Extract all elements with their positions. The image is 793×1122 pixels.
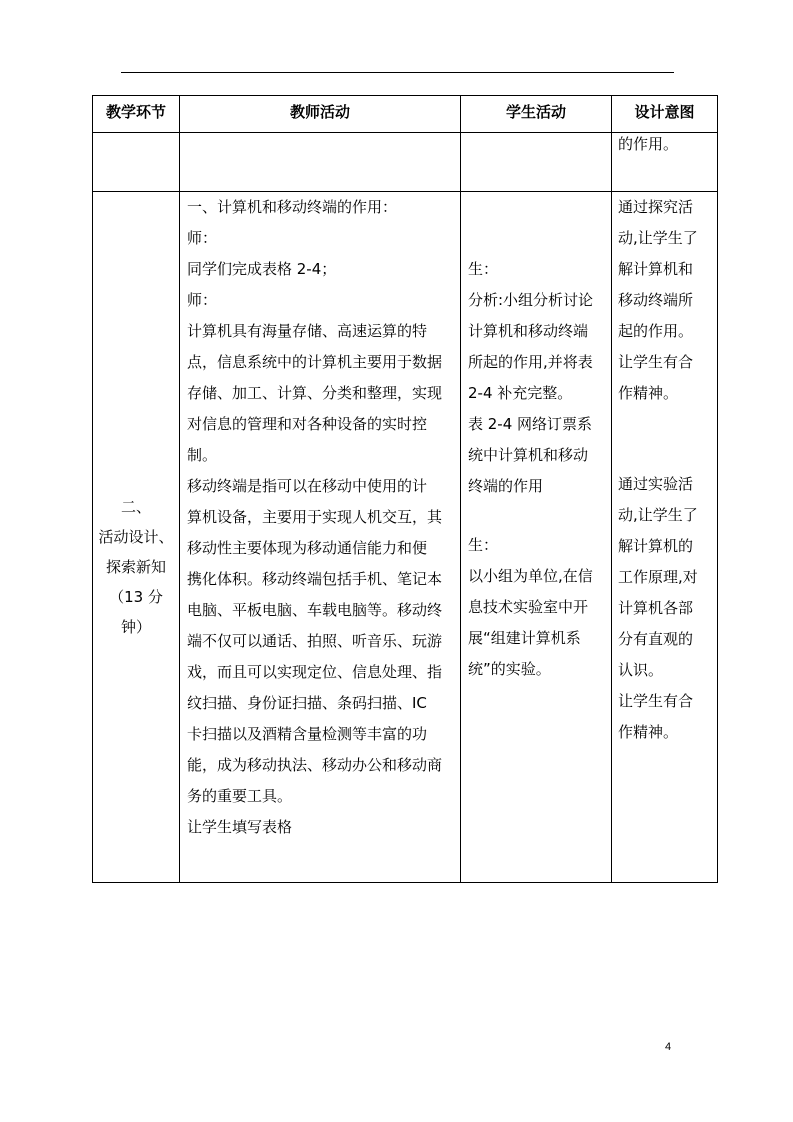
intent-line: 认识。	[618, 661, 664, 679]
cont-student-cell	[461, 133, 612, 192]
intent-line: 工作原理,对	[618, 568, 698, 586]
intent-line: 解计算机和	[618, 260, 694, 278]
teacher-line: 戏，而且可以实现定位、信息处理、指	[187, 663, 443, 681]
stage-line: 活动设计、	[98, 528, 174, 546]
teacher-line: 卡扫描以及酒精含量检测等丰富的功	[187, 725, 428, 743]
student-line: 展“组建计算机系	[468, 629, 581, 647]
cont-intent-cell	[612, 133, 718, 192]
continuation-row	[93, 133, 718, 192]
cont-stage-cell	[93, 133, 180, 192]
teacher-line: 师：	[187, 291, 218, 309]
intent-line: 通过探究活	[618, 198, 694, 216]
teacher-line: 移动性主要体现为移动通信能力和便	[187, 539, 428, 557]
teacher-line: 制。	[187, 446, 218, 464]
teacher-activity-cell	[180, 192, 461, 883]
intent-line: 起的作用。	[618, 322, 694, 340]
main-row	[93, 192, 718, 883]
student-line: 分析:小组分析讨论	[468, 291, 594, 309]
student-line: 统中计算机和移动	[468, 446, 589, 464]
student-line: 以小组为单位,在信	[468, 567, 593, 585]
teacher-line: 一、计算机和移动终端的作用：	[187, 198, 398, 216]
table-header-row	[93, 96, 718, 133]
student-line: 生：	[468, 536, 499, 554]
header-stage: 教学环节	[93, 96, 180, 133]
spacer	[468, 502, 603, 530]
stage-line: 探索新知	[105, 558, 166, 576]
intent-line: 作精神。	[618, 723, 679, 741]
student-line: 终端的作用	[468, 477, 544, 495]
teacher-line: 能，成为移动执法、移动办公和移动商	[187, 756, 443, 774]
cont-teacher-cell	[180, 133, 461, 192]
intent-line: 动,让学生了	[618, 506, 698, 524]
teacher-line: 计算机具有海量存储、高速运算的特	[187, 322, 428, 340]
page-number: 4	[665, 1041, 672, 1053]
student-line: 统”的实验。	[468, 660, 551, 678]
intent-line: 让学生有合	[618, 353, 694, 371]
stage-line: （13 分	[109, 588, 163, 606]
header-student-activity: 学生活动	[461, 96, 612, 133]
teacher-line: 端不仅可以通话、拍照、听音乐、玩游	[187, 632, 443, 650]
spacer	[618, 409, 713, 469]
intent-line: 分有直观的	[618, 630, 694, 648]
student-line: 所起的作用,并将表	[468, 353, 593, 371]
spacer	[468, 192, 603, 254]
stage-cell	[93, 192, 180, 883]
teacher-line: 纹扫描、身份证扫描、条码扫描、IC	[187, 694, 427, 712]
teacher-line: 电脑、平板电脑、车载电脑等。移动终	[187, 601, 443, 619]
intent-line: 让学生有合	[618, 692, 694, 710]
teacher-line: 存储、加工、计算、分类和整理，实现	[187, 384, 443, 402]
teacher-activity-text	[187, 192, 455, 843]
student-line: 生：	[468, 260, 499, 278]
teacher-line: 携化体积。移动终端包括手机、笔记本	[187, 570, 443, 588]
teacher-line: 同学们完成表格 2-4；	[187, 260, 337, 278]
student-activity-text	[468, 192, 603, 685]
intent-line: 动,让学生了	[618, 229, 698, 247]
header-design-intent: 设计意图	[612, 96, 718, 133]
student-line: 表 2-4 网络订票系	[468, 415, 593, 433]
cont-intent-text: 的作用。	[618, 135, 679, 153]
student-line: 计算机和移动终端	[468, 322, 589, 340]
stage-text	[97, 432, 175, 642]
teacher-line: 移动终端是指可以在移动中使用的计	[187, 477, 428, 495]
intent-line: 解计算机的	[618, 537, 694, 555]
intent-line: 移动终端所	[618, 291, 694, 309]
stage-line: 钟）	[120, 618, 151, 636]
teacher-line: 点，信息系统中的计算机主要用于数据	[187, 353, 443, 371]
header-teacher-activity: 教师活动	[180, 96, 461, 133]
student-activity-cell	[461, 192, 612, 883]
lesson-plan-table	[92, 95, 718, 883]
design-intent-text	[618, 192, 713, 748]
header-rule	[121, 72, 674, 73]
teacher-line: 师：	[187, 229, 218, 247]
teacher-line: 算机设备，主要用于实现人机交互，其	[187, 508, 443, 526]
teacher-line: 让学生填写表格	[187, 818, 293, 836]
design-intent-cell	[612, 192, 718, 883]
intent-line: 计算机各部	[618, 599, 694, 617]
intent-line: 通过实验活	[618, 475, 694, 493]
teacher-line: 务的重要工具。	[187, 787, 293, 805]
student-line: 息技术实验室中开	[468, 598, 589, 616]
student-line: 2-4 补充完整。	[468, 384, 573, 402]
intent-line: 作精神。	[618, 384, 679, 402]
stage-line: 二、	[120, 498, 151, 516]
teacher-line: 对信息的管理和对各种设备的实时控	[187, 415, 428, 433]
